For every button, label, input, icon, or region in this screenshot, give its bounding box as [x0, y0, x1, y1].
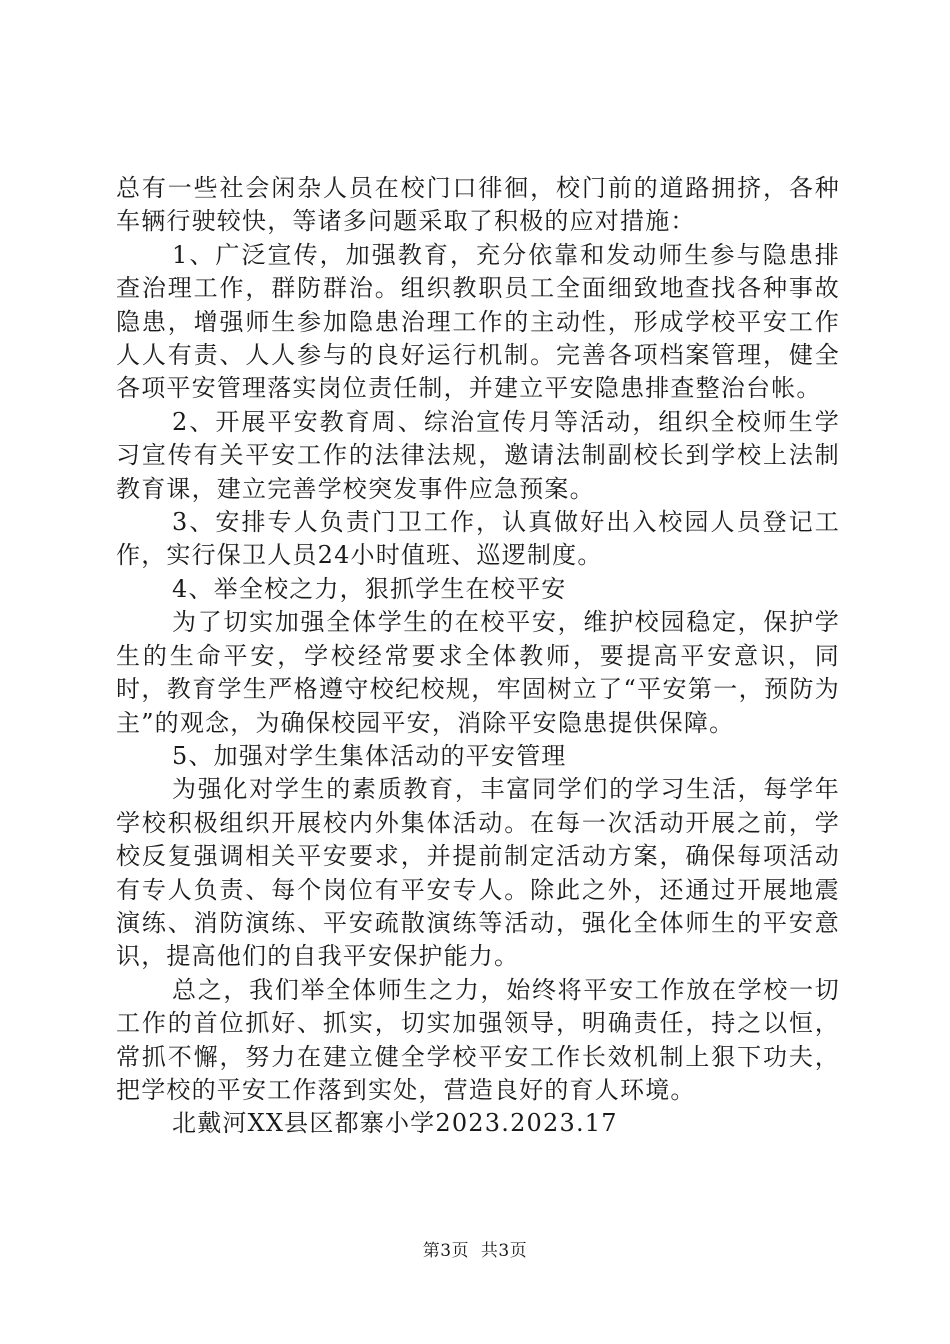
page-footer [0, 1236, 950, 1261]
paragraph-item-1: 1、广泛宣传，加强教育，充分依靠和发动师生参与隐患排查治理工作，群防群治。组织教职员工全面细致地查找各种事故隐患，增强师生参加隐患治理工作的主动性，形成学校平安工作人人有责、人人参与的良好运行机制。完善各项档案管理，健全各项平安管理落实岗位责任制，并建立平安隐患排查整治台帐。 [116, 240, 840, 403]
page-number-label: 第3页 共3页 [422, 1241, 528, 1261]
paragraph-item-5-body: 为强化对学生的素质教育，丰富同学们的学习生活，每学年学校积极组织开展校内外集体活动。在每一次活动开展之前，学校反复强调相关平安要求，并提前制定活动方案，确保每项活动有专人负责、每个岗位有平安专人。除此之外，还通过开展地震演练、消防演练、平安疏散演练等活动，强化全体师生的平安意识，提高他们的自我平安保护能力。 [116, 775, 840, 971]
paragraph-item-5-heading: 5、加强对学生集体活动的平安管理 [172, 741, 567, 770]
signature-line: 北戴河XX县区都寨小学2023.2023.17 [172, 1109, 618, 1138]
paragraph-item-4-body: 为了切实加强全体学生的在校平安，维护校园稳定，保护学生的生命平安，学校经常要求全体教师，要提高平安意识，同时，教育学生严格遵守校纪校规，牢固树立了“平安第一，预防为主”的观念，为确保校园平安，消除平安隐患提供保障。 [116, 608, 840, 737]
paragraph-intro: 总有一些社会闲杂人员在校门口徘徊，校门前的道路拥挤，各种车辆行驶较快，等诸多问题采取了积极的应对措施： [116, 174, 840, 236]
document-body [116, 172, 840, 1141]
paragraph-item-3: 3、安排专人负责门卫工作，认真做好出入校园人员登记工作，实行保卫人员24小时值班、巡逻制度。 [116, 508, 840, 570]
paragraph-item-2: 2、开展平安教育周、综治宣传月等活动，组织全校师生学习宣传有关平安工作的法律法规，邀请法制副校长到学校上法制教育课，建立完善学校突发事件应急预案。 [116, 407, 840, 503]
paragraph-conclusion: 总之，我们举全体师生之力，始终将平安工作放在学校一切工作的首位抓好、抓实，切实加强领导，明确责任，持之以恒，常抓不懈，努力在建立健全学校平安工作长效机制上狠下功夫，把学校的平安工作落到实处，营造良好的育人环境。 [116, 975, 840, 1104]
paragraph-item-4-heading: 4、举全校之力，狠抓学生在校平安 [172, 574, 567, 603]
